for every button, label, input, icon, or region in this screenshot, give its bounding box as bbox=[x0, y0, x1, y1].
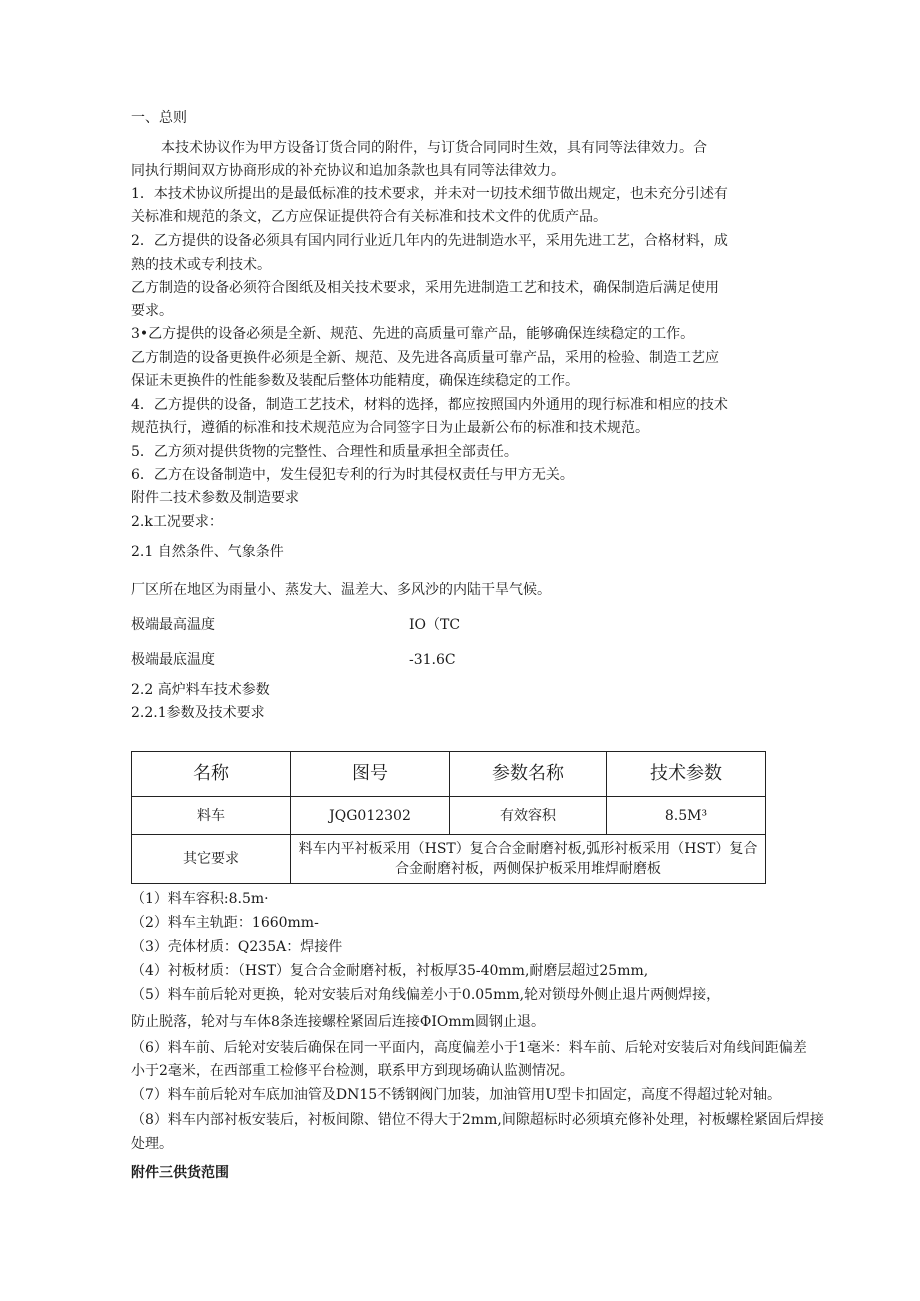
section-title: 2.2.1参数及技术要求 bbox=[131, 705, 265, 721]
requirement-line: （6）料车前、后轮对安装后确保在同一平面内，高度偏差小于1毫米：料车前、后轮对安装后对角线间距偏差 bbox=[131, 1040, 807, 1056]
other-requirements-label: 其它要求 bbox=[132, 835, 291, 884]
header-cell: 图号 bbox=[291, 752, 450, 797]
requirement-line: （1）料车容积:8.5m· bbox=[131, 891, 269, 907]
table-header-row bbox=[132, 752, 766, 797]
header-cell: 技术参数 bbox=[607, 752, 766, 797]
climate-text: 厂区所在地区为雨量小、蒸发大、温差大、多风沙的内陆干旱气候。 bbox=[131, 582, 551, 598]
paragraph-line: 同执行期间双方协商形成的补充协议和追加条款也具有同等法律效力。 bbox=[131, 163, 565, 179]
table-cell: JQG012302 bbox=[291, 797, 450, 835]
clause-line: 熟的技术或专利技术。 bbox=[131, 257, 271, 273]
clause-line: 4．乙方提供的设备，制造工艺技术，材料的选择，都应按照国内外通用的现行标准和相应的技术 bbox=[131, 397, 728, 413]
requirement-line: （7）料车前后轮对车底加油管及DN15不锈钢阀门加装，加油管用U型卡扣固定，高度不得超过轮对轴。 bbox=[131, 1087, 781, 1103]
clause-line: 1．本技术协议所提出的是最低标准的技术要求，并未对一切技术细节做出规定，也未充分引述有 bbox=[131, 186, 728, 202]
clause-line: 关标准和规范的条文，乙方应保证提供符合有关标准和技术文件的优质产品。 bbox=[131, 209, 607, 225]
requirement-line: （3）壳体材质：Q235A：焊接件 bbox=[131, 939, 343, 955]
clause-line: 乙方制造的设备更换件必须是全新、规范、及先进各高质量可靠产品，采用的检验、制造工艺应 bbox=[131, 350, 719, 366]
clause-line: 规范执行，遵循的标准和技术规范应为合同签字日为止最新公布的标准和技术规范。 bbox=[131, 420, 649, 436]
clause-line: 要求。 bbox=[131, 303, 173, 319]
requirement-line: 处理。 bbox=[131, 1136, 173, 1152]
temp-min-label: 极端最底温度 bbox=[131, 652, 215, 668]
clause-line: 2．乙方提供的设备必须具有国内同行业近几年内的先进制造水平，采用先进工艺，合格材料，成 bbox=[131, 233, 728, 249]
requirement-line: （2）料车主轨距：1660mm- bbox=[131, 915, 319, 931]
requirement-line: （4）衬板材质：（HST）复合合金耐磨衬板，衬板厚35-40mm,耐磨层超过25mm, bbox=[131, 963, 649, 979]
annex-title: 附件二技术参数及制造要求 bbox=[131, 490, 299, 506]
header-cell: 参数名称 bbox=[450, 752, 607, 797]
table-cell: 有效容积 bbox=[450, 797, 607, 835]
clause-line: 3•乙方提供的设备必须是全新、规范、先进的高质量可靠产品，能够确保连续稳定的工作。 bbox=[131, 326, 695, 342]
requirement-line: 小于2毫米，在西部重工检修平台检测，联系甲方到现场确认监测情况。 bbox=[131, 1063, 574, 1079]
section-title: 一、总则 bbox=[131, 110, 187, 126]
requirement-line: 防止脱落，轮对与车体8条连接螺栓紧固后连接ΦIOmm圆钢止退。 bbox=[131, 1014, 545, 1030]
other-requirements-line: 合金耐磨衬板，两侧保护板采用堆焊耐磨板 bbox=[395, 861, 661, 877]
table-row bbox=[132, 797, 766, 835]
other-requirements-value bbox=[291, 835, 766, 884]
temp-min-value: -31.6C bbox=[409, 652, 456, 668]
requirement-line: （5）料车前后轮对更换，轮对安装后对角线偏差小于0.05mm,轮对锁母外侧止退片两侧焊接， bbox=[131, 987, 721, 1003]
clause-line: 乙方制造的设备必须符合图纸及相关技术要求，采用先进制造工艺和技术，确保制造后满足使用 bbox=[131, 280, 719, 296]
temp-max-value: IO（TC bbox=[409, 617, 461, 633]
other-requirements-line: 料车内平衬板采用（HST）复合合金耐磨衬板,弧形衬板采用（HST）复合 bbox=[298, 841, 758, 857]
table-cell: 8.5M³ bbox=[607, 797, 766, 835]
section-title: 2.2 高炉料车技术参数 bbox=[131, 682, 270, 698]
clause-line: 6．乙方在设备制造中，发生侵犯专利的行为时其侵权责任与甲方无关。 bbox=[131, 467, 574, 483]
paragraph-line: 本技术协议作为甲方设备订货合同的附件，与订货合同同时生效，具有同等法律效力。合 bbox=[161, 140, 707, 156]
clause-line: 5．乙方须对提供货物的完整性、合理性和质量承担全部责任。 bbox=[131, 444, 518, 460]
spec-table bbox=[131, 751, 766, 884]
annex-title: 附件三供货范围 bbox=[131, 1165, 229, 1181]
table-cell: 料车 bbox=[132, 797, 291, 835]
section-title: 2.k工况要求： bbox=[131, 514, 223, 530]
table-row bbox=[132, 835, 766, 884]
temp-max-label: 极端最高温度 bbox=[131, 617, 215, 633]
header-cell: 名称 bbox=[132, 752, 291, 797]
requirement-line: （8）料车内部衬板安装后，衬板间隙、错位不得大于2mm,间隙超标时必须填充修补处理，衬板螺栓紧固后焊接 bbox=[131, 1112, 824, 1128]
clause-line: 保证未更换件的性能参数及装配后整体功能精度，确保连续稳定的工作。 bbox=[131, 373, 579, 389]
section-title: 2.1 自然条件、气象条件 bbox=[131, 544, 284, 560]
